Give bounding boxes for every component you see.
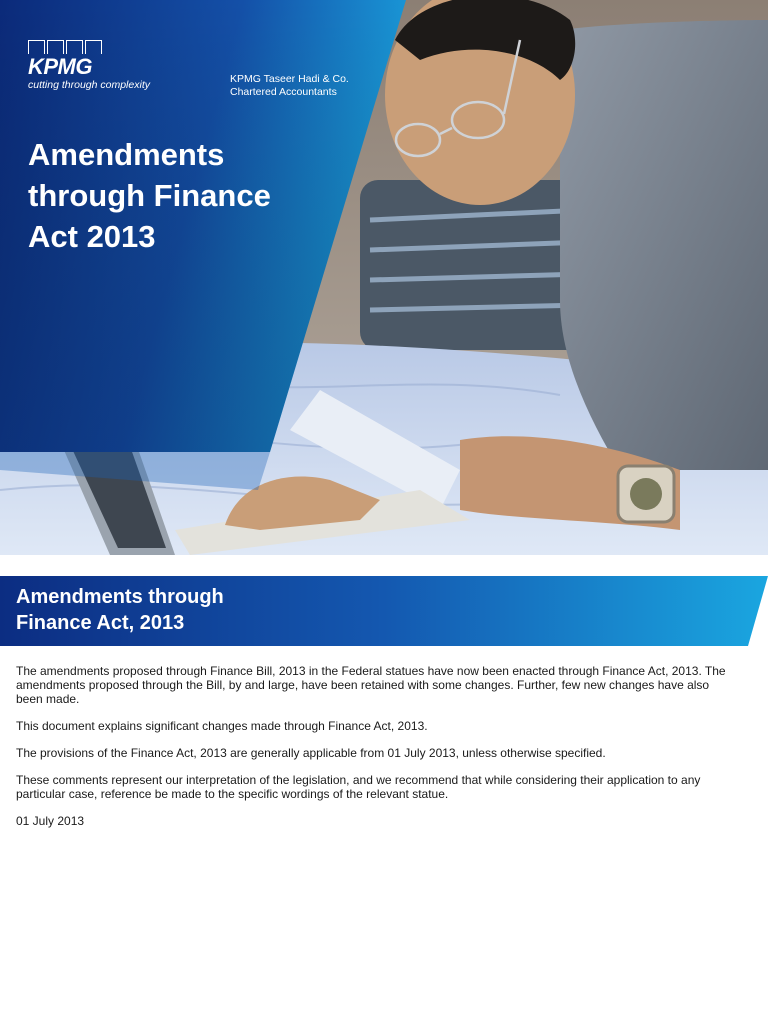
firm-line-2: Chartered Accountants [230,86,337,98]
kpmg-logo-boxes [28,40,150,54]
tagline: cutting through complexity [28,79,150,91]
date-line: 01 July 2013 [16,814,85,828]
firm-name [230,73,349,99]
banner-title [16,584,316,636]
cover-title-line-1: Amendments [28,137,225,172]
cover-title-line-2: through Finance [28,178,271,213]
cover-title-line-3: Act 2013 [28,219,156,254]
banner-title-line-1: Amendments through [16,586,224,608]
body-paragraph: The provisions of the Finance Act, 2013 are generally applicable from 01 July 2013, unless otherwise specified. [16,746,606,760]
banner-title-line-2: Finance Act, 2013 [16,612,185,634]
body-paragraph: This document explains significant changes made through Finance Act, 2013. [16,719,428,733]
kpmg-logo-icon [28,40,150,91]
body-paragraph: The amendments proposed through Finance Bill, 2013 in the Federal statues have now been enacted through Finance Act, 2013. The amendments proposed through the Bill, by and large, have been retained with some changes. Further, few new changes have also been made. [16,664,726,706]
body-paragraph: These comments represent our interpretation of the legislation, and we recommend that while considering their application to any particular case, reference be made to the specific wordings of the relevant statue. [16,773,701,801]
logo-box [28,40,45,54]
firm-line-1: KPMG Taseer Hadi & Co. [230,73,349,85]
body-text [16,664,736,841]
logo-box [66,40,83,54]
kpmg-logo-text: KPMG [28,54,92,79]
logo-box [47,40,64,54]
section-banner [0,576,768,646]
logo-box [85,40,102,54]
cover-title [28,134,328,257]
